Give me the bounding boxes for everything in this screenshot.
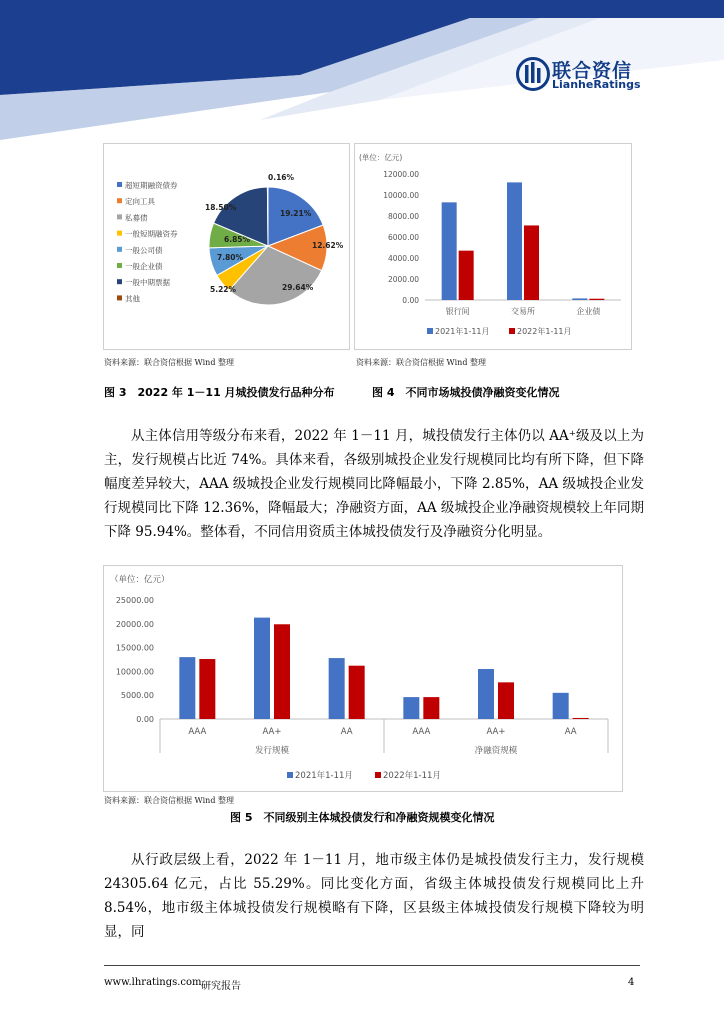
bar-1-2 bbox=[254, 618, 270, 719]
chart-unit-label: (单位：亿元) bbox=[359, 153, 403, 162]
pie-legend-label-1: 超短期融资债券 bbox=[125, 181, 178, 190]
bar-2-3 bbox=[589, 299, 604, 300]
x-category-label: AA+ bbox=[486, 727, 506, 737]
y-tick-label: 10000.00 bbox=[115, 667, 154, 677]
fig5-caption: 图 5 不同级别主体城投债发行和净融资规模变化情况 bbox=[230, 811, 495, 824]
fig5-source: 资料来源：联合资信根据 Wind 整理 bbox=[104, 796, 234, 805]
x-category-label: AAA bbox=[412, 727, 431, 737]
y-tick-label: 10000.00 bbox=[383, 191, 419, 200]
legend-label-2: 2022年1-11月 bbox=[517, 327, 572, 336]
logo-name-en: LianheRatings bbox=[552, 78, 641, 91]
bar-1-1 bbox=[442, 202, 457, 300]
bar-2-4 bbox=[423, 697, 439, 719]
pie-value-label-7: 18.50% bbox=[205, 203, 237, 212]
bar-1-6 bbox=[553, 693, 569, 719]
pie-legend-label-2: 定向工具 bbox=[125, 197, 155, 207]
y-tick-label: 12000.00 bbox=[383, 170, 419, 179]
legend-label-1: 2021年1-11月 bbox=[295, 771, 353, 781]
legend-label-1: 2021年1-11月 bbox=[435, 327, 490, 336]
pie-value-label-2: 12.62% bbox=[312, 241, 344, 250]
bar-1-4 bbox=[403, 697, 419, 719]
legend-swatch-2 bbox=[509, 328, 515, 334]
pie-legend-swatch-6 bbox=[117, 263, 122, 268]
pie-chart bbox=[104, 144, 349, 349]
pie-legend-swatch-1 bbox=[117, 182, 122, 187]
bar-1-1 bbox=[179, 657, 195, 719]
y-tick-label: 25000.00 bbox=[115, 596, 154, 605]
pie-legend-swatch-8 bbox=[117, 295, 122, 300]
bar-2-6 bbox=[573, 718, 589, 719]
pie-legend-swatch-7 bbox=[117, 279, 122, 284]
y-tick-label: 5000.00 bbox=[120, 691, 154, 701]
fig3-source: 资料来源：联合资信根据 Wind 整理 bbox=[104, 358, 234, 367]
pie-legend-label-6: 一般企业债 bbox=[125, 262, 163, 271]
pie-legend-swatch-4 bbox=[117, 231, 122, 236]
x-category-label: 银行间 bbox=[445, 307, 470, 316]
pie-value-label-1: 19.21% bbox=[280, 209, 312, 218]
pie-legend-label-4: 一般短期融资券 bbox=[125, 229, 178, 239]
pie-legend-label-8: 其他 bbox=[125, 294, 140, 304]
bar-2-3 bbox=[349, 666, 365, 719]
legend-swatch-2 bbox=[375, 772, 381, 778]
logo-mark-icon bbox=[516, 56, 550, 92]
chart-unit-label: （单位：亿元） bbox=[110, 575, 170, 585]
bar-2-2 bbox=[524, 225, 539, 300]
pie-legend-label-3: 私募债 bbox=[125, 213, 148, 223]
footer-divider bbox=[104, 965, 640, 966]
fig3-chart-box bbox=[103, 143, 350, 350]
y-tick-label: 8000.00 bbox=[387, 212, 419, 221]
pie-value-label-3: 29.64% bbox=[282, 283, 314, 292]
pie-value-label-6: 6.85% bbox=[224, 235, 251, 244]
bar-2-5 bbox=[498, 682, 514, 719]
x-category-label: AA+ bbox=[262, 727, 282, 737]
rating-bar-chart bbox=[104, 566, 622, 791]
bar-2-1 bbox=[199, 659, 215, 719]
logo-name-cn: 联合资信 bbox=[552, 60, 633, 82]
bar-2-2 bbox=[274, 624, 290, 719]
body-paragraph-1: 从主体信用等级分布来看，2022 年 1－11 月，城投债发行主体仍以 AA⁺级及以上为主，发行规模占比近 74%。具体来看，各级别城投企业发行规模同比均有所下降，但下降幅度差异较大，AAA 级城投企业发行规模同比降幅最小，下降 2.85%，AA 级城投企业发行规模同比下降 12.36%，降幅最大；净融资方面，AA 级城投企业净融资规模较上年同期下降 95.94%。整体看，不同信用资质主体城投债发行及净融资分化明显。 bbox=[104, 428, 644, 540]
fig4-source: 资料来源：联合资信根据 Wind 整理 bbox=[356, 358, 486, 367]
y-tick-label: 0.00 bbox=[402, 296, 419, 305]
bar-1-3 bbox=[329, 658, 345, 719]
bar-1-3 bbox=[572, 298, 587, 300]
lianhe-logo bbox=[516, 56, 646, 96]
y-tick-label: 0.00 bbox=[136, 715, 154, 724]
pie-legend-label-5: 一般公司债 bbox=[125, 245, 163, 255]
fig5-chart-box bbox=[103, 565, 623, 792]
bar-1-5 bbox=[478, 669, 494, 719]
x-category-label: AA bbox=[564, 727, 577, 737]
x-category-label: 交易所 bbox=[511, 307, 535, 316]
pie-value-label-4: 5.22% bbox=[210, 285, 237, 294]
footer-label: 研究报告 bbox=[201, 981, 241, 992]
pie-slice-8 bbox=[267, 187, 268, 246]
y-tick-label: 2000.00 bbox=[387, 275, 419, 284]
footer-website[interactable]: www.lhratings.com bbox=[104, 977, 202, 988]
page-number: 4 bbox=[628, 977, 635, 988]
x-category-label: AA bbox=[340, 727, 353, 737]
y-tick-label: 4000.00 bbox=[387, 254, 419, 263]
bar-2-1 bbox=[459, 251, 474, 300]
x-category-label: 企业债 bbox=[576, 307, 601, 316]
x-group-label: 净融资规模 bbox=[474, 746, 518, 756]
bar-1-2 bbox=[507, 182, 522, 300]
y-tick-label: 6000.00 bbox=[387, 233, 419, 242]
pie-legend-swatch-2 bbox=[117, 198, 122, 203]
pie-value-label-5: 7.80% bbox=[217, 253, 244, 262]
pie-legend-label-7: 一般中期票据 bbox=[125, 278, 170, 288]
body-paragraph-2: 从行政层级上看，2022 年 1－11 月，地市级主体仍是城投债发行主力，发行规模 24305.64 亿元，占比 55.29%。同比变化方面，省级主体城投债发行规模同比上升 8.54%，地市级主体城投债发行规模略有下降，区县级主体城投债发行规模下降较为明显，同 bbox=[104, 852, 644, 940]
pie-legend-swatch-5 bbox=[117, 247, 122, 252]
y-tick-label: 20000.00 bbox=[115, 619, 154, 629]
market-bar-chart bbox=[355, 144, 631, 349]
legend-swatch-1 bbox=[287, 772, 293, 778]
x-category-label: AAA bbox=[188, 727, 207, 737]
x-group-label: 发行规模 bbox=[254, 746, 290, 756]
fig4-chart-box bbox=[354, 143, 632, 350]
pie-value-label-8: 0.16% bbox=[268, 173, 295, 182]
fig3-caption: 图 3 2022 年 1－11 月城投债发行品种分布 bbox=[104, 386, 335, 399]
pie-legend-swatch-3 bbox=[117, 214, 122, 219]
fig4-caption: 图 4 不同市场城投债净融资变化情况 bbox=[372, 386, 560, 399]
legend-label-2: 2022年1-11月 bbox=[383, 771, 441, 781]
y-tick-label: 15000.00 bbox=[115, 643, 154, 653]
legend-swatch-1 bbox=[427, 328, 433, 334]
